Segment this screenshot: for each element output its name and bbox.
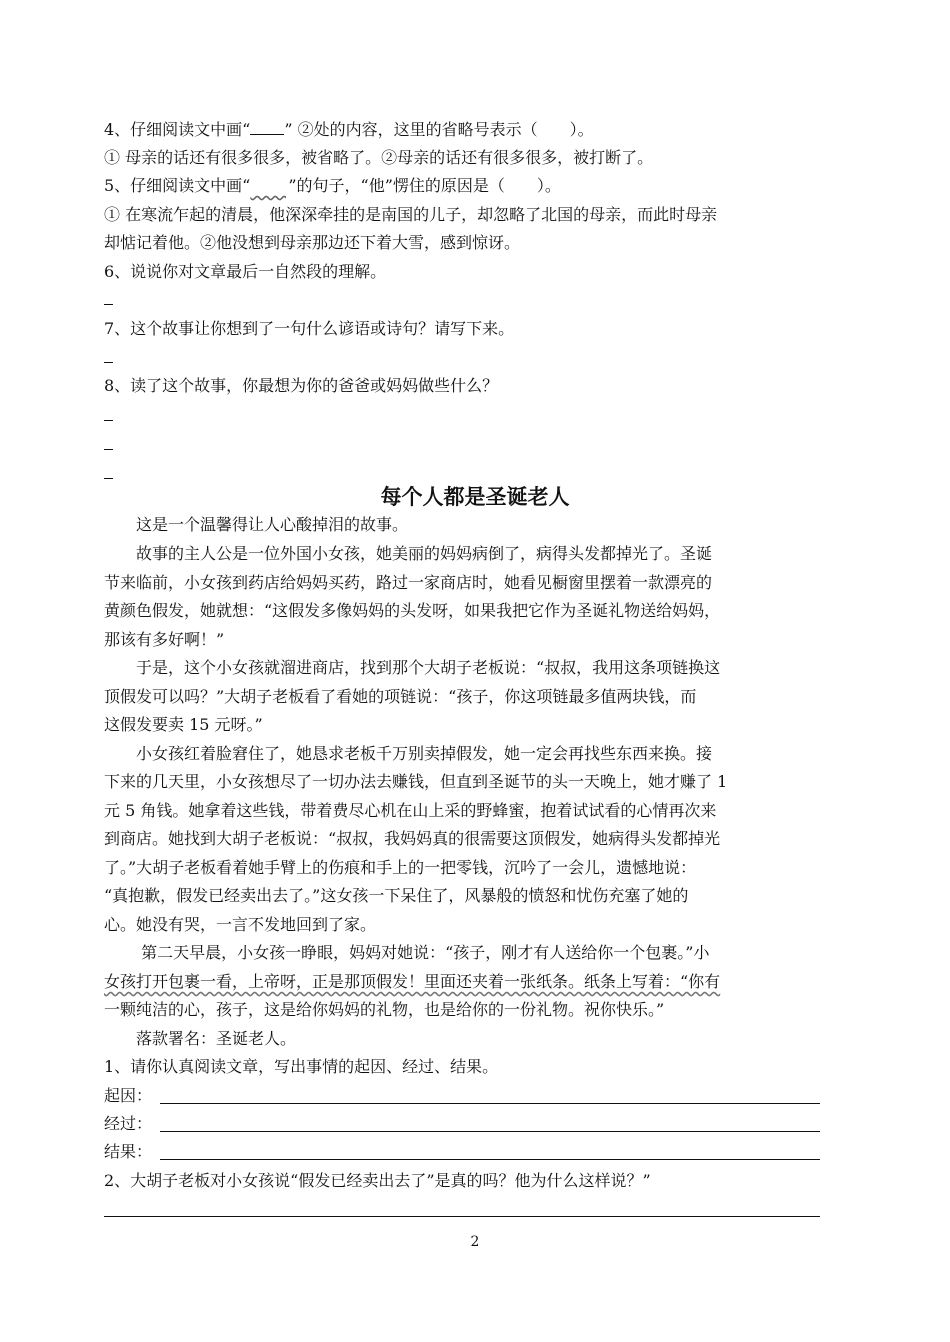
- question-4-options: ① 母亲的话还有很多很多，被省略了。②母亲的话还有很多很多，被打断了。: [104, 148, 654, 167]
- story-line: 这假发要卖 15 元呀。”: [104, 715, 263, 734]
- story-line: 于是，这个小女孩就溜进商店，找到那个大胡子老板说：“叔叔，我用这条项链换这: [104, 658, 721, 677]
- story-line: “真抱歉，假发已经卖出去了。”这女孩一下呆住了，风暴般的愤怒和忧伤充塞了她的: [104, 886, 689, 905]
- cause-label: 起因：: [104, 1086, 153, 1105]
- cause-answer-line[interactable]: [160, 1103, 820, 1104]
- story-line: 那该有多好啊！”: [104, 630, 225, 649]
- question-8: 8、读了这个故事，你最想为你的爸爸或妈妈做些什么？: [104, 376, 499, 395]
- question-2-answer-line[interactable]: [104, 1216, 820, 1217]
- answer-blank: [104, 362, 113, 363]
- wavy-underline-mark: [250, 176, 288, 190]
- story-line: 心。她没有哭，一言不发地回到了家。: [104, 915, 377, 934]
- story-line: 黄颜色假发，她就想：“这假发多像妈妈的头发呀，如果我把它作为圣诞礼物送给妈妈，: [104, 601, 721, 620]
- story-line: 小女孩红着脸窘住了，她恳求老板千万别卖掉假发，她一定会再找些东西来换。接: [104, 744, 713, 763]
- story-line: 元 5 角钱。她拿着这些钱，带着费尽心机在山上采的野蜂蜜，抱着试试看的心情再次来: [104, 801, 717, 820]
- question-6: 6、说说你对文章最后一自然段的理解。: [104, 262, 387, 281]
- question-5-option-line2: 却惦记着他。②他没想到母亲那边还下着大雪，感到惊讶。: [104, 233, 521, 252]
- story-line: 了。”大胡子老板看着她手臂上的伤痕和手上的一把零钱，沉吟了一会儿，遗憾地说：: [104, 858, 697, 877]
- story-line: 第二天早晨，小女孩一睁眼，妈妈对她说：“孩子，刚才有人送给你一个包裹。”小: [104, 943, 710, 962]
- answer-blank: [104, 478, 113, 479]
- answer-blank: [104, 304, 113, 305]
- story-line: 下来的几天里，小女孩想尽了一切办法去赚钱，但直到圣诞节的头一天晚上，她才赚了 1: [104, 772, 728, 791]
- answer-blank: [104, 420, 113, 421]
- story-line: 节来临前，小女孩到药店给妈妈买药，路过一家商店时，她看见橱窗里摆着一款漂亮的: [104, 573, 713, 592]
- question-7: 7、这个故事让你想到了一句什么谚语或诗句？请写下来。: [104, 319, 515, 338]
- answer-blank: [104, 449, 113, 450]
- question-4: 4、仔细阅读文中画“ ” ②处的内容，这里的省略号表示（ ）。: [104, 120, 594, 139]
- question-2: 2、大胡子老板对小女孩说“假发已经卖出去了”是真的吗？他为什么这样说？”: [104, 1171, 651, 1190]
- story-line: 一颗纯洁的心，孩子，这是给你妈妈的礼物，也是给你的一份礼物。祝你快乐。”: [104, 1000, 665, 1019]
- result-label: 结果：: [104, 1142, 153, 1161]
- story-line: 到商店。她找到大胡子老板说：“叔叔，我妈妈真的很需要这顶假发，她病得头发都掉光: [104, 829, 721, 848]
- story-title: 每个人都是圣诞老人: [380, 484, 570, 509]
- underline-mark: [250, 120, 284, 135]
- question-1: 1、请你认真阅读文章，写出事情的起因、经过、结果。: [104, 1057, 499, 1076]
- story-line: 故事的主人公是一位外国小女孩，她美丽的妈妈病倒了，病得头发都掉光了。圣诞: [104, 544, 713, 563]
- question-5-option-line1: ① 在寒流乍起的清晨，他深深牵挂的是南国的儿子，却忽略了北国的母亲，而此时母亲: [104, 205, 718, 224]
- result-answer-line[interactable]: [160, 1159, 820, 1160]
- process-label: 经过：: [104, 1114, 153, 1133]
- story-line: 顶假发可以吗？”大胡子老板看了看她的项链说：“孩子，你这项链最多值两块钱，而: [104, 687, 697, 706]
- story-line: 这是一个温馨得让人心酸掉泪的故事。: [104, 515, 409, 534]
- story-line-underlined: 女孩打开包裹一看，上帝呀，正是那顶假发！里面还夹着一张纸条。纸条上写着：“你有: [104, 972, 721, 991]
- question-5: 5、仔细阅读文中画“ ”的句子，“他”愣住的原因是（ ）。: [104, 176, 561, 195]
- process-answer-line[interactable]: [160, 1131, 820, 1132]
- story-line: 落款署名：圣诞老人。: [104, 1029, 297, 1048]
- page-number: 2: [470, 1234, 480, 1250]
